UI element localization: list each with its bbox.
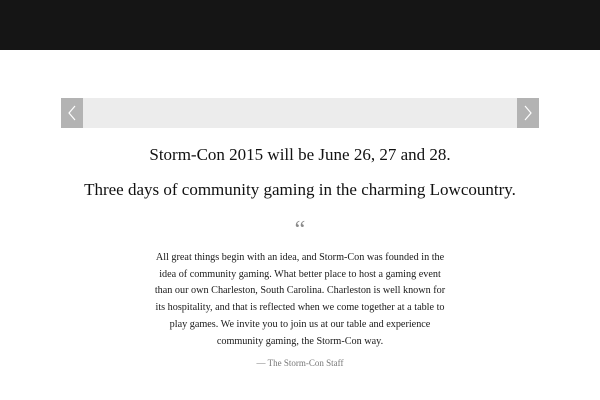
quote-mark-icon: “ — [294, 217, 306, 243]
chevron-right-icon — [523, 105, 533, 121]
image-slider — [61, 98, 539, 128]
slider-prev-button[interactable] — [61, 98, 83, 128]
event-tagline-headline: Three days of community gaming in the charming Lowcountry. — [84, 180, 516, 199]
quote-attribution: — The Storm-Con Staff — [256, 358, 344, 368]
event-dates-headline: Storm-Con 2015 will be June 26, 27 and 28. — [149, 145, 451, 164]
top-header-bar — [0, 0, 600, 50]
mission-quote: All great things begin with an idea, and Storm-Con was founded in the idea of community gaming. What better place to host a gaming event than our own Charleston, South Carolina. Charleston is well known for its hospitality, and that is reflected when we come together at a table to play games. We invite you to join us at our table and experience community gaming, the Storm-Con way. — [154, 252, 446, 347]
slider-next-button[interactable] — [517, 98, 539, 128]
chevron-left-icon — [67, 105, 77, 121]
